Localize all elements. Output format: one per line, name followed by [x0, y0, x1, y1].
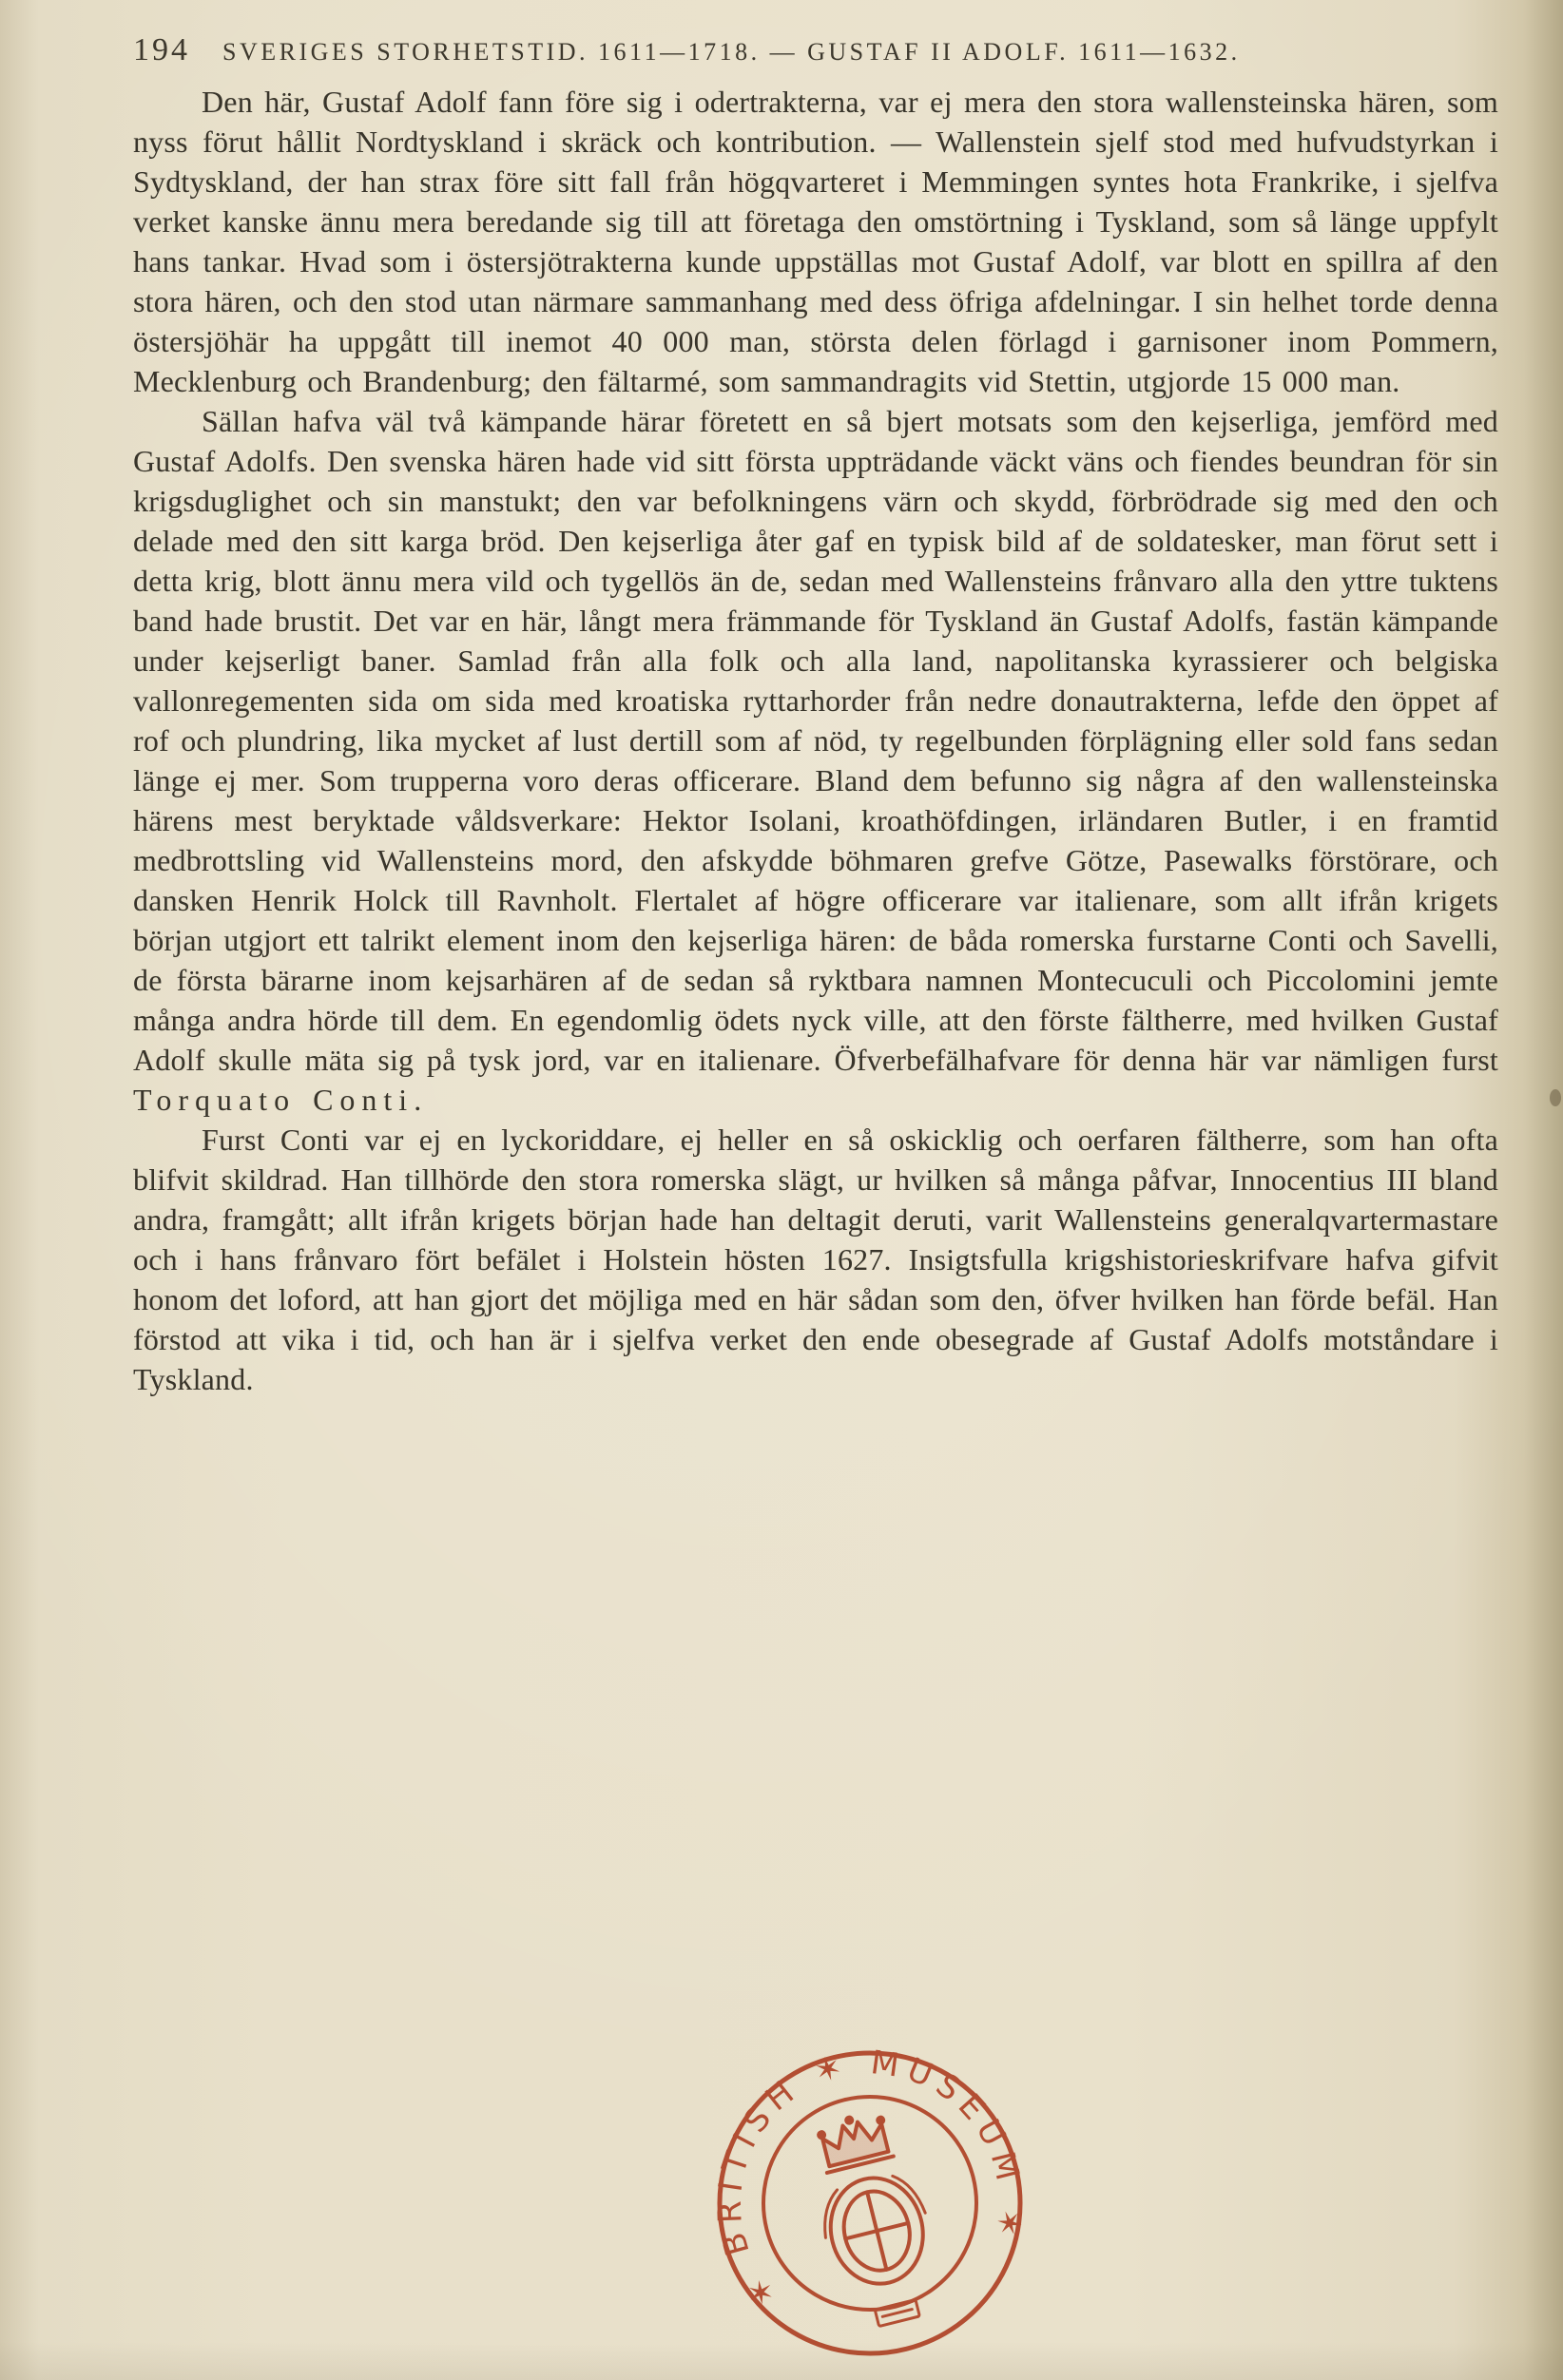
- british-museum-stamp: [697, 2030, 1043, 2376]
- paragraph-1: [133, 82, 1498, 401]
- paragraph-2-text: Sällan hafva väl två kämpande härar företett en så bjert motsats som den kejserliga, jemförd med Gustaf Adolfs. Den svenska hären hade vid sitt första uppträdande väckt väns och fiendes beundran för sin krigsduglighet och sin manstukt; den var befolkningens värn och skydd, förbrödrade sig med den och delade med den sitt karga bröd. Den kejserliga åter gaf en typisk bild af de soldatesker, man förut sett i detta krig, blott ännu mera vild och tygellös än de, sedan med Wallensteins frånvaro alla den yttre tuktens band hade brustit. Det var en här, långt mera främmande för Tyskland än Gustaf Adolfs, fastän kämpande under kejserligt baner. Samlad från alla folk och alla land, napolitanska kyrassierer och belgiska vallonregementen sida om sida med kroatiska ryttarhorder från nedre donautrakterna, lefde den öppet af rof och plundring, lika mycket af lust dertill som af nöd, ty regelbunden förplägning eller sold fans sedan länge ej mer. Som trupperna voro deras officerare. Bland dem befunno sig några af den wallensteinska härens mest beryktade våldsverkare: Hektor Isolani, kroathöfdingen, irländaren Butler, i en framtid medbrottsling vid Wallensteins mord, den afskydde böhmaren grefve Götze, Pasewalks förstörare, och dansken Henrik Holck till Ravnholt. Flertalet af högre officerare var italienare, som allt ifrån krigets början utgjort ett talrikt element inom den kejserliga hären: de båda romerska furstarne Conti och Savelli, de första bärarne inom kejsarhären af de sedan så ryktbara namnen Montecuculi och Piccolomini jemte många andra hörde till dem. En egendomlig ödets nyck ville, att den förste fältherre, med hvilken Gustaf Adolf skulle mäta sig på tysk jord, var en italienare. Öfverbefälhafvare för denna här var nämligen furst: [133, 404, 1498, 1077]
- paragraph-2: [133, 401, 1498, 1120]
- crown-icon: [816, 2109, 894, 2173]
- stamp-seal-graphic: [697, 2030, 1043, 2376]
- stamp-date-tablet: [875, 2299, 919, 2326]
- page-number: 194: [133, 32, 190, 67]
- stamp-inner-ring: [741, 2074, 999, 2332]
- paragraph-1-text: Den här, Gustaf Adolf fann före sig i odertrakterna, var ej mera den stora wallensteinska hären, som nyss förut hållit Nordtyskland i skräck och kontribution. — Wallenstein sjelf stod med hufvudstyrkan i Sydtyskland, der han strax före sitt fall från högqvarteret i Memmingen syntes hota Frankrike, i sjelfva verket kanske ännu mera beredande sig till att företaga den omstörtning i Tyskland, som så länge uppfylt hans tankar. Hvad som i östersjötrakterna kunde uppställas mot Gustaf Adolf, var blott en spillra af den stora hären, och den stod utan närmare sammanhang med dess öfriga afdelningar. I sin helhet torde denna östersjöhär ha uppgått till inemot 40 000 man, största delen förlagd i garnisoner inom Pommern, Mecklenburg och Brandenburg; den fältarmé, som sammandragits vid Stettin, utgjorde 15 000 man.: [133, 85, 1498, 398]
- paragraph-3-text: Furst Conti var ej en lyckoriddare, ej heller en så oskicklig och oerfaren fältherre, som han ofta blifvit skildrad. Han tillhörde den stora romerska slägt, ur hvilken så många påfvar, Innocentius III bland andra, framgått; allt ifrån krigets början hade han deltagit deruti, varit Wallensteins generalqvartermastare och i hans frånvaro fört befälet i Holstein hösten 1627. Insigtsfulla krigshistorieskrifvare hafva gifvit honom det loford, att han gjort det möjliga med en här sådan som den, öfver hvilken han förde befäl. Han förstod att vika i tid, och han är i sjelfva verket den ende obesegrade af Gustaf Adolfs motståndare i Tyskland.: [133, 1123, 1498, 1396]
- running-title: SVERIGES STORHETSTID. 1611—1718. — GUSTAF II ADOLF. 1611—1632.: [222, 38, 1241, 66]
- page-header: [133, 32, 1498, 68]
- paragraph-2-emphasis: Torquato Conti: [133, 1083, 415, 1117]
- page-body: [133, 82, 1498, 1399]
- stamp-outer-ring: [697, 2030, 1043, 2376]
- coat-of-arms: [814, 2167, 939, 2295]
- paragraph-3: [133, 1120, 1498, 1399]
- paragraph-2-period: .: [414, 1083, 422, 1117]
- stamp-arc-text: ✶ BRITISH ✶ MUSEUM ✶: [710, 2044, 1030, 2314]
- scan-blemish: [1550, 1089, 1561, 1106]
